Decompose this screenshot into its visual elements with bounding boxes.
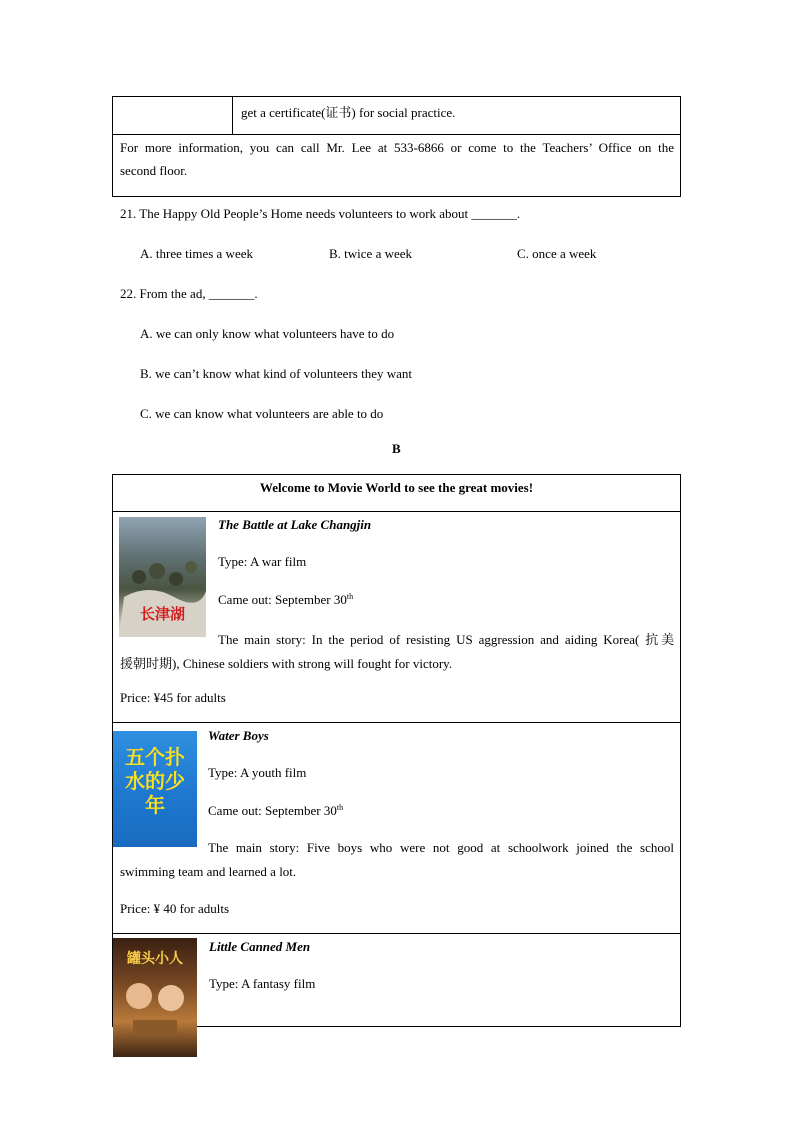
section-label: B — [392, 441, 401, 456]
movie-2-story-line-2: swimming team and learned a lot. — [120, 864, 297, 879]
question-22-stem: 22. From the ad, _______. — [120, 286, 258, 301]
top-table-divider-v — [232, 96, 233, 134]
movies-table-divider-1 — [112, 511, 681, 512]
info-line-1: For more information, you can call Mr. Lee at 533-6866 or come to the Teachers’ Office on the — [120, 140, 674, 155]
movie-2-came-out — [208, 803, 343, 819]
poster-battle-at-lake-changjin — [119, 517, 206, 637]
question-22-option-b[interactable]: B. we can’t know what kind of volunteers they want — [140, 366, 412, 381]
question-22-option-c[interactable]: C. we can know what volunteers are able to do — [140, 406, 384, 421]
movie-2-date-sup: th — [336, 803, 344, 812]
question-22-option-a[interactable]: A. we can only know what volunteers have to do — [140, 326, 395, 341]
movies-table-title: Welcome to Movie World to see the great movies! — [259, 480, 534, 495]
question-21-option-b[interactable]: B. twice a week — [329, 246, 413, 261]
movies-table-divider-3 — [112, 933, 681, 934]
movie-2-type: Type: A youth film — [208, 765, 307, 780]
movie-3-title: Little Canned Men — [209, 939, 311, 954]
canned-men-poster-title: 罐头小人 — [127, 951, 183, 967]
question-21-option-c[interactable]: C. once a week — [517, 246, 597, 261]
battle-poster-title: 长津湖 — [139, 605, 185, 623]
movie-1-story-line-1: The main story: In the period of resisting US aggression and aiding Korea( 抗美 — [218, 632, 674, 647]
question-21-stem: 21. The Happy Old People’s Home needs volunteers to work about _______. — [120, 206, 521, 221]
poster-water-boys — [113, 731, 197, 847]
movie-1-title: The Battle at Lake Changjin — [218, 517, 372, 532]
movie-2-story-line-1: The main story: Five boys who were not good at schoolwork joined the school — [208, 840, 674, 855]
movie-3-type: Type: A fantasy film — [209, 976, 316, 991]
movie-2-date: Came out: September 30 — [208, 803, 337, 818]
poster-little-canned-men — [113, 938, 197, 1057]
water-boys-poster-title: 五个扑水的少年 — [125, 745, 185, 817]
movie-1-story-line-2: 援朝时期), Chinese soldiers with strong will fought for victory. — [120, 656, 453, 671]
movie-1-date-sup: th — [346, 592, 354, 601]
movie-1-type: Type: A war film — [218, 554, 307, 569]
movie-2-title: Water Boys — [208, 728, 269, 743]
certificate-cell: get a certificate(证书) for social practice. — [241, 105, 456, 120]
movie-1-price: Price: ¥45 for adults — [120, 690, 226, 705]
movies-table-divider-2 — [112, 722, 681, 723]
top-table-divider-h — [112, 134, 681, 135]
movie-2-price: Price: ¥ 40 for adults — [120, 901, 230, 916]
info-line-2: second floor. — [120, 163, 188, 178]
question-21-option-a[interactable]: A. three times a week — [140, 246, 253, 261]
movie-1-came-out — [218, 592, 353, 608]
canned-men-poster-art-icon — [113, 938, 197, 1057]
movie-1-date: Came out: September 30 — [218, 592, 347, 607]
